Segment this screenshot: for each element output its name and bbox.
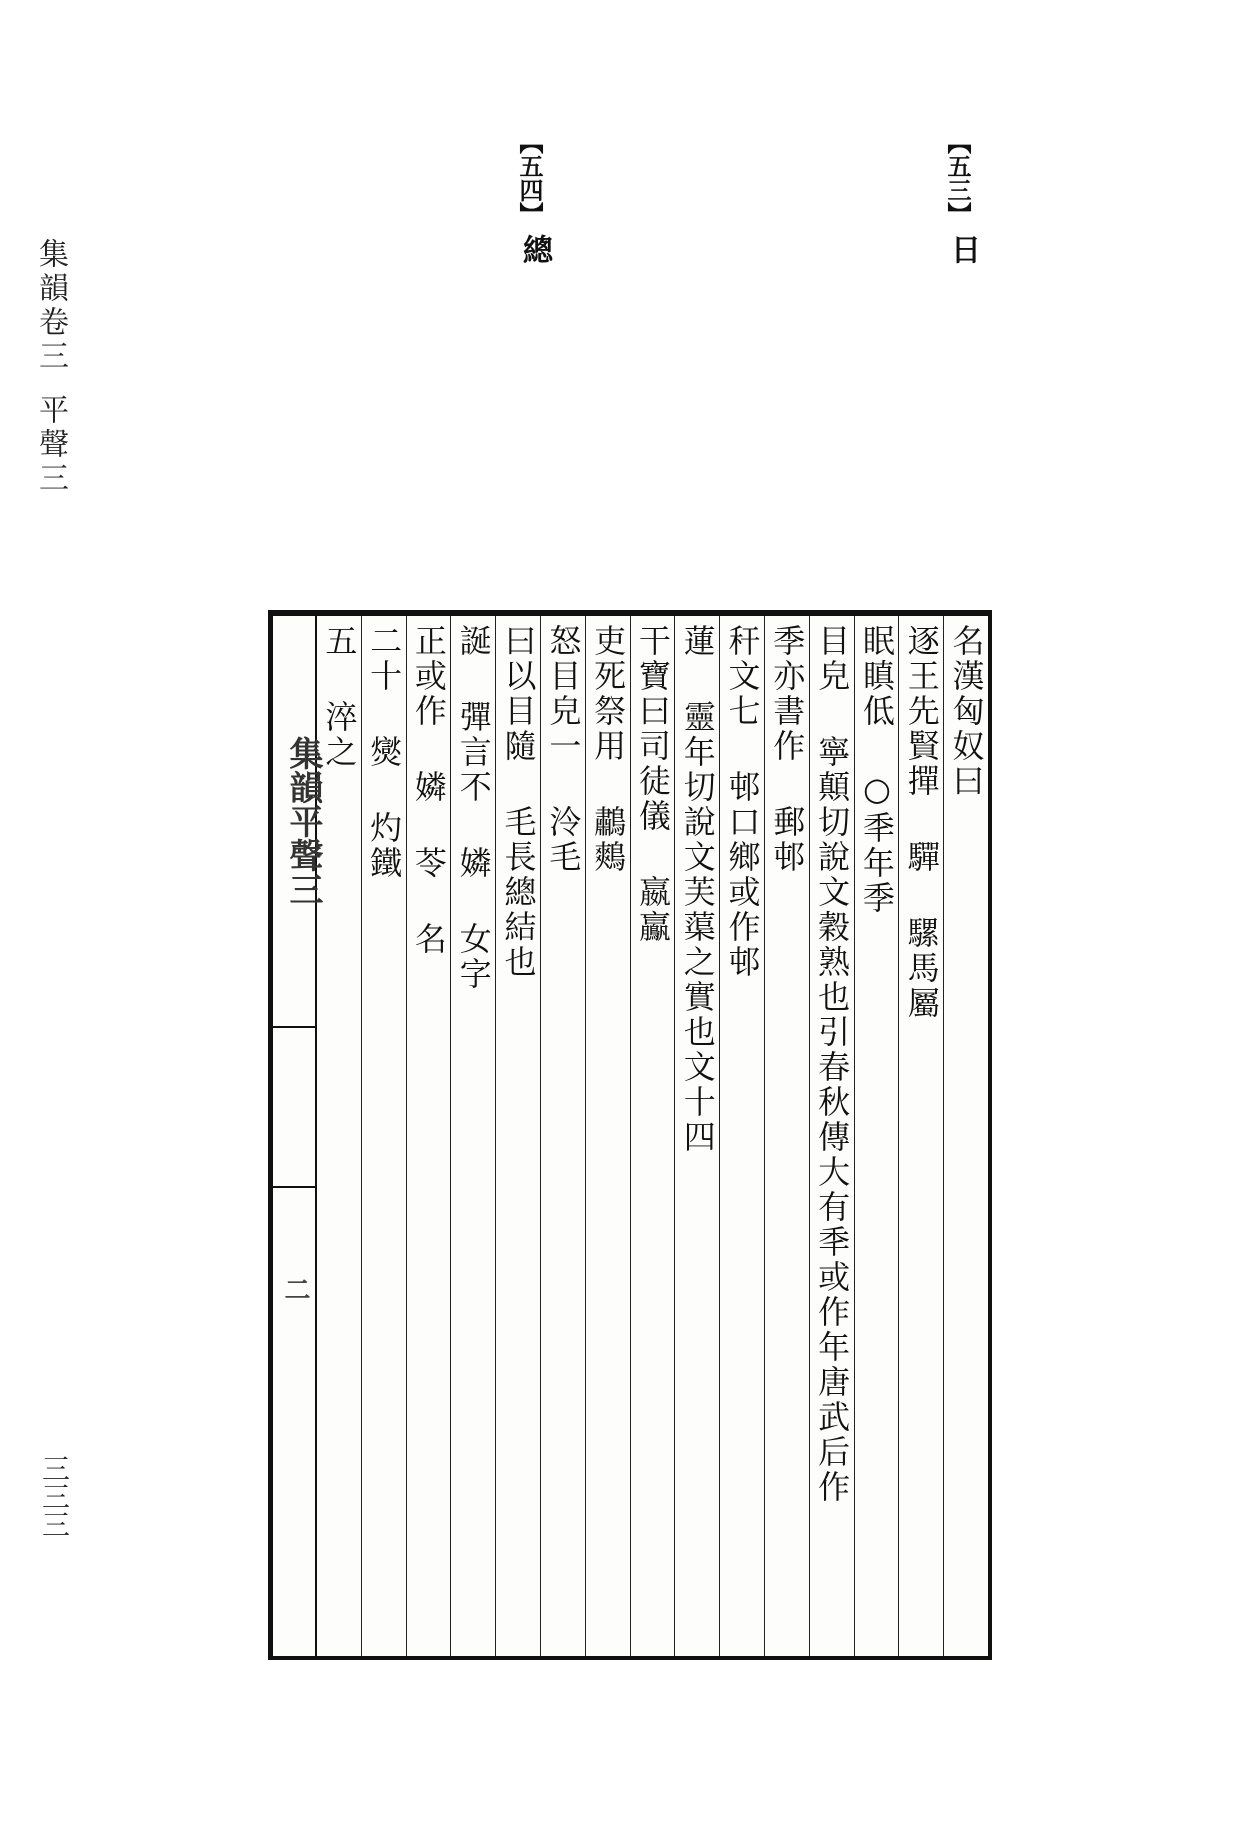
column-text: 吏死祭用 鷫鷞 bbox=[589, 624, 628, 875]
column-text: 秆文七 邨口鄉或作邨 bbox=[723, 624, 762, 980]
column-text: 蓮 靈年切說文芙蕖之實也文十四 bbox=[678, 624, 717, 1155]
text-column bbox=[809, 616, 854, 1656]
page-edge-title: 集韻平聲三 bbox=[283, 736, 323, 906]
section-title: 平聲三 bbox=[33, 394, 68, 496]
text-column bbox=[719, 616, 764, 1656]
text-column bbox=[495, 616, 540, 1656]
editorial-note-53 bbox=[940, 130, 994, 290]
column-text: 逐王先賢撣 驒 騾馬屬 bbox=[902, 624, 941, 1021]
column-text: 曰以目隨 毛長總結也 bbox=[499, 624, 538, 980]
page-edge-strip bbox=[273, 616, 323, 1656]
text-column bbox=[764, 616, 809, 1656]
editorial-note-54 bbox=[512, 130, 566, 290]
column-text: 五 淬之 bbox=[320, 624, 359, 770]
text-column bbox=[674, 616, 719, 1656]
text-column bbox=[854, 616, 899, 1656]
editorial-note-label: 【五三】 bbox=[943, 130, 972, 226]
text-column bbox=[361, 616, 406, 1656]
editorial-note-char: 日 bbox=[945, 234, 980, 264]
column-text: 名漢匈奴曰 bbox=[947, 624, 986, 799]
page-number: 三三三 bbox=[38, 1454, 71, 1538]
editorial-note-char: 總 bbox=[517, 234, 552, 264]
text-column bbox=[540, 616, 585, 1656]
column-text: 正或作 嫾 苓 名 bbox=[409, 624, 448, 957]
text-columns bbox=[317, 616, 988, 1656]
book-title: 集韻卷三 bbox=[33, 238, 68, 374]
text-column bbox=[585, 616, 630, 1656]
editorial-note-label: 【五四】 bbox=[515, 130, 544, 226]
text-column bbox=[943, 616, 988, 1656]
column-text: 誕 彈言不 嫾 女字 bbox=[454, 624, 493, 992]
column-text: 眠瞋低 ○秊年季 bbox=[857, 624, 896, 916]
edge-rule bbox=[273, 1026, 317, 1028]
column-text: 二十 爕 灼鐵 bbox=[365, 624, 404, 881]
text-column bbox=[450, 616, 495, 1656]
column-text: 季亦書作 郵邨 bbox=[768, 624, 807, 875]
text-column bbox=[406, 616, 451, 1656]
text-column bbox=[630, 616, 675, 1656]
text-column bbox=[317, 616, 361, 1656]
column-text: 怒目皃一 泠毛 bbox=[544, 624, 583, 875]
page-edge-marker: 二 bbox=[280, 1276, 310, 1302]
text-column bbox=[898, 616, 943, 1656]
column-text: 干寶曰司徒儀 嬴鸁 bbox=[633, 624, 672, 945]
column-text: 目皃 寧顛切說文穀熟也引春秋傳大有秊或作年唐武后作 bbox=[813, 624, 852, 1505]
edge-rule bbox=[273, 1186, 317, 1188]
book-title-margin bbox=[28, 238, 78, 498]
scanned-page bbox=[268, 610, 992, 1660]
